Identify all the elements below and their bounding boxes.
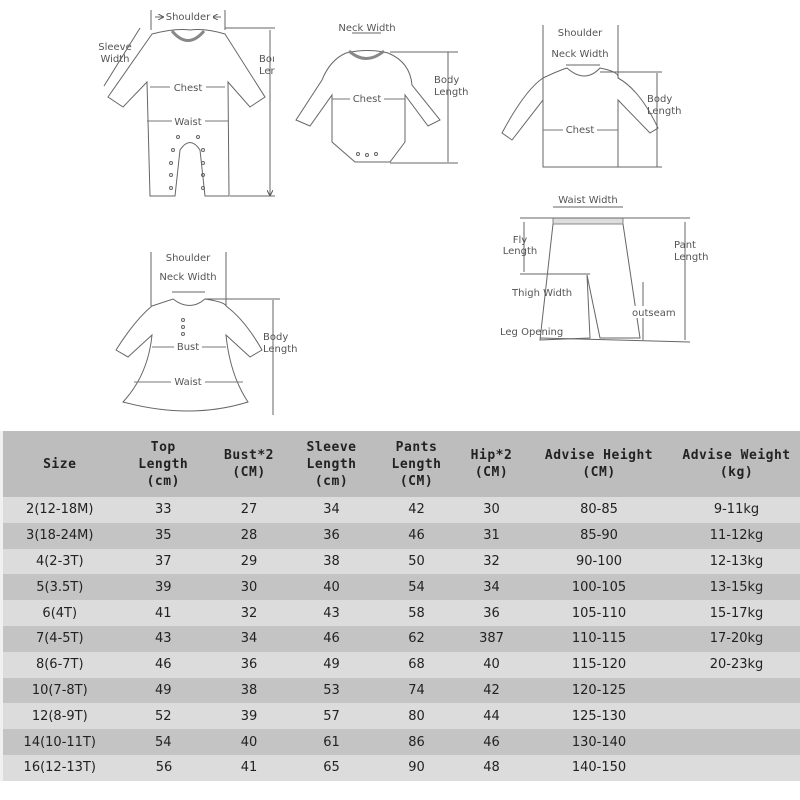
column-header <box>212 431 287 497</box>
table-cell: 50 <box>377 549 457 575</box>
table-cell: 62 <box>377 626 457 652</box>
table-cell: 11-12kg <box>672 523 800 549</box>
table-cell <box>672 755 800 781</box>
column-header-line: (cm) <box>314 473 349 489</box>
table-cell: 40 <box>212 729 287 755</box>
svg-text:Neck Width: Neck Width <box>551 49 609 60</box>
bodysuit-diagram <box>296 23 469 163</box>
top-diagram <box>502 25 682 167</box>
table-cell: 49 <box>117 678 212 704</box>
table-cell: 34 <box>457 574 527 600</box>
column-header <box>672 431 800 497</box>
column-header-line: Bust*2 <box>224 448 274 463</box>
svg-text:Waist: Waist <box>174 377 202 388</box>
table-cell: 32 <box>457 549 527 575</box>
svg-text:Shoulder: Shoulder <box>165 253 211 264</box>
table-cell: 42 <box>457 678 527 704</box>
table-cell: 90-100 <box>527 549 672 575</box>
column-header-line: Length <box>391 456 442 472</box>
svg-text:Pant: Pant <box>674 240 696 251</box>
table-cell: 43 <box>117 626 212 652</box>
svg-text:Sleeve: Sleeve <box>98 42 132 53</box>
table-cell: 13-15kg <box>672 574 800 600</box>
table-row <box>2 652 800 678</box>
table-cell: 10(7-8T) <box>2 678 117 704</box>
svg-text:Body: Body <box>434 75 460 86</box>
svg-text:Body: Body <box>647 94 673 105</box>
table-cell: 14(10-11T) <box>2 729 117 755</box>
table-cell: 30 <box>457 497 527 523</box>
column-header-line: Sleeve <box>306 439 357 455</box>
table-cell: 16(12-13T) <box>2 755 117 781</box>
table-cell: 12-13kg <box>672 549 800 575</box>
table-cell: 42 <box>377 497 457 523</box>
table-cell: 20-23kg <box>672 652 800 678</box>
table-cell: 32 <box>212 600 287 626</box>
svg-text:Neck Width: Neck Width <box>338 23 396 34</box>
svg-text:Shoulder: Shoulder <box>557 28 603 39</box>
table-row <box>2 497 800 523</box>
table-cell: 43 <box>287 600 377 626</box>
table-cell: 31 <box>457 523 527 549</box>
table-cell: 39 <box>117 574 212 600</box>
table-cell: 57 <box>287 703 377 729</box>
table-cell: 56 <box>117 755 212 781</box>
table-row <box>2 523 800 549</box>
table-cell: 130-140 <box>527 729 672 755</box>
column-header-line: Length <box>306 456 357 472</box>
table-cell: 3(18-24M) <box>2 523 117 549</box>
svg-text:Width: Width <box>100 54 130 65</box>
table-cell: 34 <box>287 497 377 523</box>
table-cell: 86 <box>377 729 457 755</box>
table-header-row <box>2 431 800 497</box>
table-cell: 33 <box>117 497 212 523</box>
table-row <box>2 678 800 704</box>
column-header-line: Pants <box>395 439 438 455</box>
svg-text:Shoulder: Shoulder <box>165 12 211 23</box>
svg-text:Length: Length <box>434 87 469 98</box>
svg-text:Boı: Boı <box>259 54 275 65</box>
table-cell: 80 <box>377 703 457 729</box>
column-header <box>287 431 377 497</box>
table-cell: 40 <box>287 574 377 600</box>
svg-text:Chest: Chest <box>173 83 203 94</box>
table-row <box>2 755 800 781</box>
svg-text:Length: Length <box>647 106 682 117</box>
svg-text:Leg Opening: Leg Opening <box>500 327 564 338</box>
table-cell: 36 <box>287 523 377 549</box>
column-header <box>457 431 527 497</box>
table-cell: 48 <box>457 755 527 781</box>
column-header-line: Hip*2 <box>470 448 513 463</box>
svg-text:outseam: outseam <box>632 308 676 319</box>
table-cell <box>672 703 800 729</box>
pants-diagram <box>500 195 709 342</box>
column-header <box>2 431 117 497</box>
table-cell: 61 <box>287 729 377 755</box>
table-cell: 387 <box>457 626 527 652</box>
table-cell: 27 <box>212 497 287 523</box>
svg-text:Length: Length <box>674 252 709 263</box>
column-header-line: Advise Height <box>544 448 654 463</box>
column-header-line: (CM) <box>232 465 266 480</box>
svg-text:Ler: Ler <box>259 66 275 77</box>
table-cell: 140-150 <box>527 755 672 781</box>
svg-text:Chest: Chest <box>565 125 595 136</box>
svg-text:Thigh Width: Thigh Width <box>512 288 573 299</box>
table-cell: 46 <box>377 523 457 549</box>
table-cell: 65 <box>287 755 377 781</box>
svg-text:Bust: Bust <box>176 342 200 353</box>
svg-text:Chest: Chest <box>352 94 382 105</box>
table-cell: 7(4-5T) <box>2 626 117 652</box>
table-cell: 68 <box>377 652 457 678</box>
table-cell: 46 <box>287 626 377 652</box>
svg-text:Neck Width: Neck Width <box>159 272 217 283</box>
table-cell: 8(6-7T) <box>2 652 117 678</box>
table-cell: 38 <box>212 678 287 704</box>
table-row <box>2 703 800 729</box>
table-cell: 17-20kg <box>672 626 800 652</box>
table-cell: 36 <box>212 652 287 678</box>
table-cell: 90 <box>377 755 457 781</box>
table-cell: 74 <box>377 678 457 704</box>
dress-diagram <box>116 252 298 415</box>
table-cell: 115-120 <box>527 652 672 678</box>
table-cell: 38 <box>287 549 377 575</box>
table-cell: 110-115 <box>527 626 672 652</box>
table-cell: 49 <box>287 652 377 678</box>
table-cell <box>672 678 800 704</box>
table-cell: 125-130 <box>527 703 672 729</box>
table-cell: 46 <box>457 729 527 755</box>
table-cell: 41 <box>212 755 287 781</box>
table-cell: 105-110 <box>527 600 672 626</box>
table-cell: 53 <box>287 678 377 704</box>
table-cell: 28 <box>212 523 287 549</box>
table-cell: 44 <box>457 703 527 729</box>
table-cell: 40 <box>457 652 527 678</box>
column-header-line: (kg) <box>719 465 754 480</box>
table-cell: 35 <box>117 523 212 549</box>
table-cell: 12(8-9T) <box>2 703 117 729</box>
table-cell: 9-11kg <box>672 497 800 523</box>
svg-text:Length: Length <box>263 344 298 355</box>
column-header <box>527 431 672 497</box>
table-cell: 100-105 <box>527 574 672 600</box>
table-cell: 30 <box>212 574 287 600</box>
table-cell: 6(4T) <box>2 600 117 626</box>
table-cell: 58 <box>377 600 457 626</box>
table-cell: 46 <box>117 652 212 678</box>
table-cell: 36 <box>457 600 527 626</box>
table-cell: 80-85 <box>527 497 672 523</box>
column-header-line: (cm) <box>146 473 180 489</box>
table-cell: 54 <box>117 729 212 755</box>
column-header-line: (CM) <box>582 465 616 480</box>
romper-diagram <box>98 10 275 196</box>
column-header-line: Top <box>150 439 176 455</box>
column-header <box>117 431 212 497</box>
table-cell: 4(2-3T) <box>2 549 117 575</box>
table-cell: 37 <box>117 549 212 575</box>
table-cell: 2(12-18M) <box>2 497 117 523</box>
svg-text:Waist: Waist <box>174 117 202 128</box>
table-cell: 39 <box>212 703 287 729</box>
size-chart-table <box>0 431 800 781</box>
table-cell: 85-90 <box>527 523 672 549</box>
table-cell: 34 <box>212 626 287 652</box>
table-row <box>2 729 800 755</box>
svg-text:Body: Body <box>263 332 289 343</box>
table-row <box>2 626 800 652</box>
svg-text:Fly: Fly <box>512 235 528 246</box>
table-cell: 52 <box>117 703 212 729</box>
column-header <box>377 431 457 497</box>
table-cell: 5(3.5T) <box>2 574 117 600</box>
table-cell: 29 <box>212 549 287 575</box>
table-row <box>2 600 800 626</box>
table-cell: 41 <box>117 600 212 626</box>
column-header-line: (CM) <box>399 473 434 489</box>
column-header-line: (CM) <box>474 465 509 480</box>
table-cell: 120-125 <box>527 678 672 704</box>
svg-text:Length: Length <box>502 246 538 257</box>
table-row <box>2 574 800 600</box>
column-header-line: Length <box>138 456 189 472</box>
column-header-line: Size <box>43 456 77 472</box>
table-cell: 15-17kg <box>672 600 800 626</box>
column-header-line: Advise Weight <box>682 448 791 463</box>
table-row <box>2 549 800 575</box>
table-body <box>2 497 800 781</box>
table-cell: 54 <box>377 574 457 600</box>
table-cell <box>672 729 800 755</box>
svg-text:Waist Width: Waist Width <box>558 195 618 206</box>
